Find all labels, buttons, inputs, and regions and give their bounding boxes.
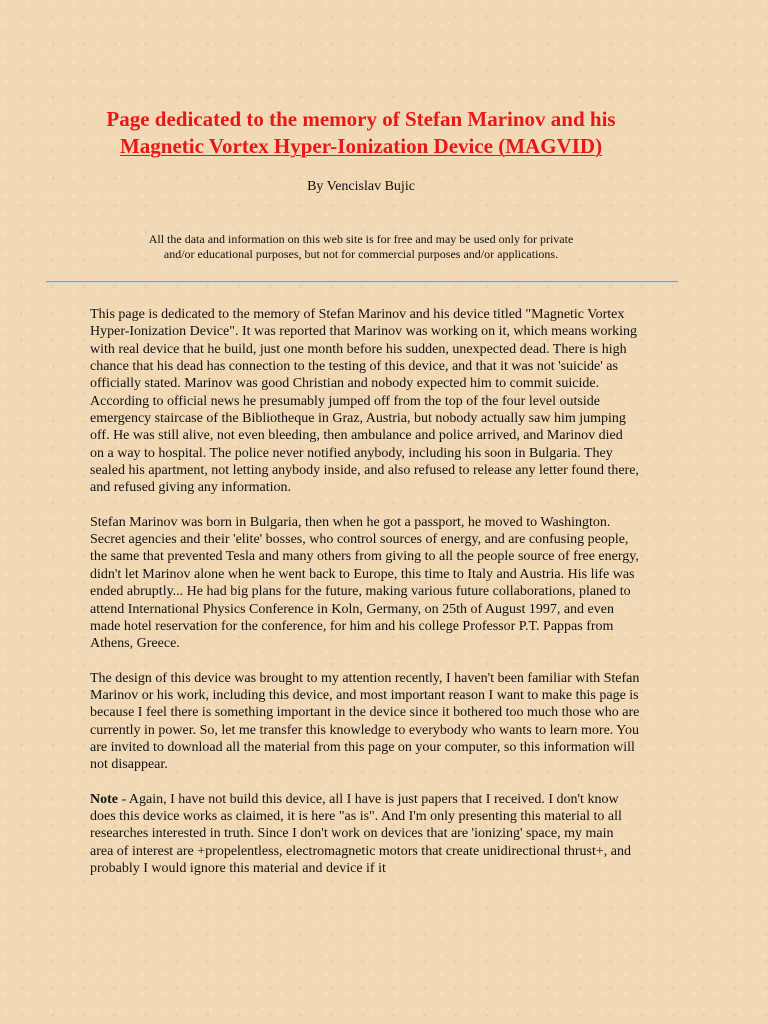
page-title-link[interactable]: Magnetic Vortex Hyper-Ionization Device (MAGVID) <box>119 134 603 158</box>
disclaimer <box>0 232 722 262</box>
horizontal-divider <box>46 281 678 283</box>
paragraph-note <box>90 791 640 878</box>
paragraph-biography: Stefan Marinov was born in Bulgaria, then when he got a passport, he moved to Washington. Secret agencies and their 'elite' bosses, who control sources of energy, and are confusing people, the same that prevented Tesla and many others from giving to all the people source of free energy, didn't let Marinov alone when he went back to Europe, this time to Italy and Austria. His life was ended abruptly... He had big plans for the future, making various future collaborations, planed to attend International Physics Conference in Koln, Germany, on 25th of August 1997, and even made hotel reservation for the conference, for him and his college Professor P.T. Pappas from Athens, Greece. <box>90 514 639 652</box>
paragraph-device-design: The design of this device was brought to my attention recently, I haven't been familiar with Stefan Marinov or his work, including this device, and most important reason I want to make this page is because I feel there is something important in the device since it bothered too much those who are currently in power. So, let me transfer this knowledge to everybody who wants to learn more. You are invited to download all the material from this page on your computer, so this information will not disappear. <box>90 670 640 773</box>
note-label: Note <box>90 791 118 807</box>
disclaimer-line1: All the data and information on this web site is for free and may be used only for private <box>148 232 574 246</box>
page-title <box>0 106 722 160</box>
disclaimer-line2: and/or educational purposes, but not for commercial purposes and/or applications. <box>163 247 559 261</box>
article-body <box>90 306 640 894</box>
page-title-line1: Page dedicated to the memory of Stefan Marinov and his <box>106 107 616 131</box>
paragraph-dedication: This page is dedicated to the memory of Stefan Marinov and his device titled "Magnetic Vortex Hyper-Ionization Device". It was reported that Marinov was working on it, which means working with real device that he build, just one month before his sudden, unexpected dead. There is high chance that his dead has connection to the testing of this device, and that it was not 'suicide' as officially stated. Marinov was good Christian and nobody expected him to commit suicide. According to official news he presumably jumped off from the top of the four level outside emergency staircase of the Bibliotheque in Graz, Austria, but nobody actually saw him jumping off. He was still alive, not even bleeding, then ambulance and police arrived, and Marinov died on a way to hospital. The police never notified anybody, including his soon in Bulgaria. They sealed his apartment, not letting anybody inside, and also refused to release any letter found there, and refused giving any information. <box>90 307 639 496</box>
note-text: - Again, I have not build this device, all I have is just papers that I received. I don't know does this device works as claimed, it is here "as is". And I'm only presenting this material to all researches interested in truth. Since I don't work on devices that are 'ionizing' space, my main area of interest are +propelentless, electromagnetic motors that create unidirectional thrust+, and probably I would ignore this material and device if it <box>90 791 631 876</box>
author-byline: By Vencislav Bujic <box>307 179 415 194</box>
